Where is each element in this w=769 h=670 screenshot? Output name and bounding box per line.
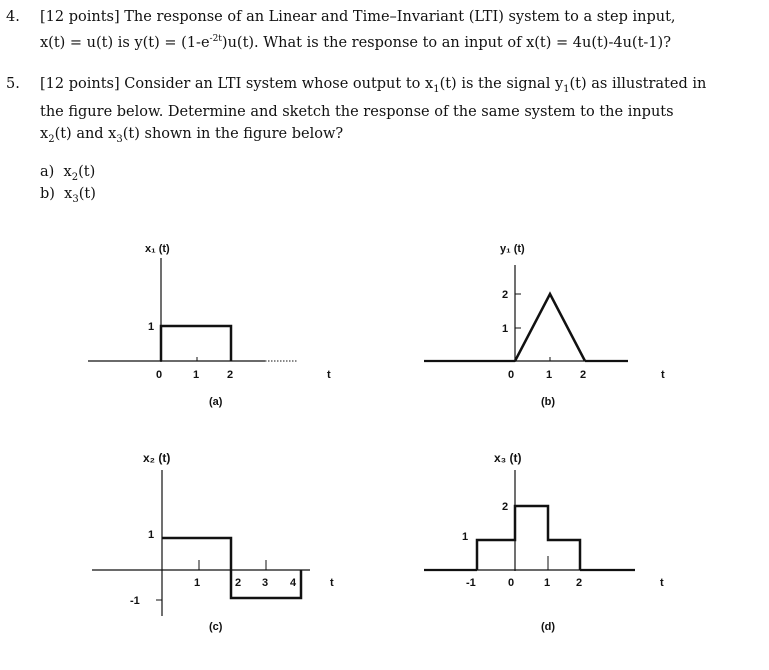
question-text: (t) and x (54, 125, 117, 142)
xtick-label: 3 (262, 577, 269, 589)
signal-trace (477, 506, 580, 570)
signal-trace (515, 294, 585, 361)
ytick-label: 1 (148, 321, 155, 333)
xaxis-label: t (660, 577, 664, 589)
subscript: 3 (72, 193, 79, 205)
xaxis-label: t (661, 369, 665, 381)
figure-caption: (c) (209, 621, 223, 633)
subpart-text: x (63, 164, 72, 180)
figure-d (424, 451, 664, 633)
xtick-label: 1 (193, 369, 200, 381)
figure-caption: (a) (209, 396, 223, 408)
question-text: x (40, 125, 49, 142)
figure-ylabel: x₂ (t) (143, 451, 171, 465)
figure-caption: (b) (541, 396, 556, 408)
figure-a (88, 243, 331, 408)
subpart-text: x (64, 186, 73, 202)
subscript: 2 (48, 133, 55, 145)
subpart-label: a) (40, 164, 55, 180)
ytick-label: 2 (502, 289, 509, 301)
xtick-label: 0 (156, 369, 163, 381)
question-text: (t) as illustrated in (569, 76, 707, 92)
xtick-label: 0 (508, 369, 515, 381)
figure-ylabel: y₁ (t) (500, 243, 525, 255)
xtick-label: 2 (227, 369, 234, 381)
subscript: 1 (433, 83, 440, 95)
xaxis-label: t (330, 577, 334, 589)
subscript: 3 (116, 133, 123, 145)
question-text: (t) is the signal y (439, 76, 564, 92)
xtick-label: -1 (466, 577, 476, 589)
signal-trace (161, 326, 231, 361)
exponent: -2t (209, 34, 222, 44)
question-text: x(t) = u(t) is y(t) = (1-e (40, 34, 210, 51)
xaxis-label: t (327, 369, 331, 381)
ytick-label: -1 (130, 595, 140, 607)
question-text: [12 points] The response of an Linear and Time–Invariant (LTI) system to a step input, (40, 9, 676, 25)
xtick-label: 2 (580, 369, 587, 381)
subpart-text: (t) (78, 186, 96, 202)
figure-b (424, 243, 665, 408)
question-number: 5. (6, 76, 20, 92)
xtick-label: 1 (546, 369, 553, 381)
ytick-label: 1 (148, 529, 155, 541)
subpart-label: b) (40, 186, 55, 202)
xtick-label: 1 (544, 577, 551, 589)
question-text: (t) shown in the figure below? (122, 125, 344, 142)
xtick-label: 2 (576, 577, 583, 589)
figure-c (92, 451, 334, 633)
ytick-label: 1 (502, 323, 509, 335)
signal-trace (162, 538, 301, 598)
subpart-text: (t) (78, 164, 96, 180)
question-text: )u(t). What is the response to an input of x(t) = 4u(t)-4u(t-1)? (221, 34, 671, 51)
figure-ylabel: x₁ (t) (145, 243, 170, 255)
question-text: [12 points] Consider an LTI system whose output to x (40, 76, 434, 92)
xtick-label: 2 (235, 577, 242, 589)
ytick-label: 2 (502, 501, 509, 513)
xtick-label: 4 (290, 577, 297, 589)
subscript: 1 (563, 83, 570, 95)
subscript: 2 (71, 171, 79, 183)
ytick-label: 1 (462, 531, 469, 543)
xtick-label: 0 (508, 577, 515, 589)
question-text: the figure below. Determine and sketch the response of the same system to the inputs (40, 103, 674, 120)
xtick-label: 1 (194, 577, 201, 589)
figure-ylabel: x₃ (t) (494, 451, 522, 465)
figure-caption: (d) (541, 621, 556, 633)
question-number: 4. (6, 9, 20, 25)
